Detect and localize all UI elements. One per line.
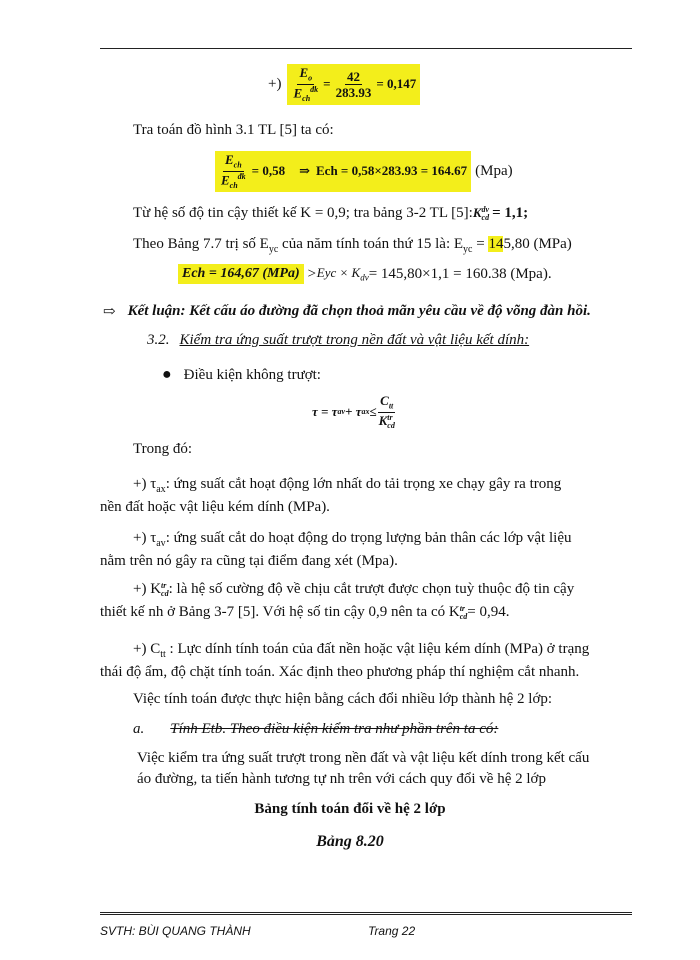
he-so-text: Từ hệ số độ tin cậy thiết kế K = 0,9; tra bảng 3-2 TL [5]: [133, 205, 473, 221]
eq1-highlight: $\frac{E_o}{E_{ch}^{đk}}$ = $\frac{42}{283.93}$ = 0,147 [287, 64, 420, 105]
text-bang-77: Theo Bảng 7.7 trị số $E_{yc}$ của năm tính toán thứ 15 là: $E_{yc} = 145,80$ (MPa) [133, 236, 572, 255]
section-3-2 [147, 332, 529, 349]
eq1-value-fraction: $\frac{42}{283.93}$ [335, 68, 372, 100]
section-number: 3.2. [147, 332, 170, 348]
eq2-unit: (Mpa) [475, 162, 513, 179]
eq1-lhs-fraction: $\frac{E_o}{E_{ch}^{đk}}$ [293, 65, 319, 103]
trong-do: Trong đó: [133, 441, 193, 457]
eq3-rest: = 145,80×1,1 = 160.38 (Mpa). [368, 265, 552, 282]
table-number: Bảng 8.20 [316, 833, 384, 850]
bullet-icon: ● [162, 366, 172, 383]
ket-luan [103, 302, 591, 321]
eq3-mid: Eyc × $K_{dv}$ [316, 265, 369, 283]
sub-section-a [133, 721, 498, 738]
ket-luan-text: Kết luận: Kết cấu áo đường đã chọn thoả mãn yêu cầu về độ võng đàn hồi. [127, 303, 591, 319]
sub-a-label: a. [133, 721, 145, 737]
eq2-highlight [215, 151, 471, 192]
eq2-arrow: ⇒ [299, 163, 310, 179]
he-so-k: K dv cd [472, 205, 490, 223]
footer-page: Trang 22 [368, 924, 416, 938]
bullet-text: Điều kiện không trượt: [183, 366, 321, 383]
header-rule [100, 48, 632, 49]
sub-a-text: Tính Etb. Theo điều kiện kiểm tra như phần trên ta có: [170, 721, 499, 737]
eq1-result: = 0,147 [376, 76, 417, 92]
item-c-tt: +) $C_{tt}$ : Lực dính tính toán của đất nền hoặc vật liệu kém dính (MPa) ở trạng thái độ ẩm, độ chặt tính toán. Xác định theo phương pháp thí nghiệm cắt nhanh. [100, 641, 590, 680]
viec-tinh-toan: Việc tính toán được thực hiện bằng cách đổi nhiều lớp thành hệ 2 lớp: [133, 691, 553, 707]
footer-rule [100, 912, 632, 915]
equation-ech [215, 151, 513, 192]
text-tra-toan: Tra toán đồ hình 3.1 TL [5] ta có: [133, 122, 334, 138]
footer-author: SVTH: BÙI QUANG THÀNH [100, 924, 251, 938]
eq4-fraction: $C_{tt}$ K tr cd [378, 393, 395, 430]
arrow-icon: ⇨ [103, 304, 116, 320]
paragraph-line-1: Việc kiểm tra ứng suất trượt trong nền đất và vật liệu kết dính trong kết cấu [137, 750, 590, 766]
table-title: Bảng tính toán đổi về hệ 2 lớp [254, 801, 446, 817]
paragraph-line-2: áo đường, ta tiến hành tương tự nh trên với cách quy đổi về hệ 2 lớp [137, 771, 546, 787]
item-k-cd: +) K tr cd : là hệ số cường độ về chịu cắt trượt được chọn tuỳ thuộc độ tin cậy thiết kế nh ở Bảng 3-7 [5]. Với hệ số tin cậy 0,9 nên ta có K tr cd = 0,94. [100, 580, 575, 621]
item-tau-av: +) $\tau_{av}$: ứng suất cắt do hoạt động do trọng lượng bản thân các lớp vật liệu nằm trên nó gây ra cũng tại điểm đang xét (Mpa). [100, 530, 572, 569]
section-title: Kiểm tra ứng suất trượt trong nền đất và vật liệu kết dính: [179, 332, 530, 348]
paragraph-kiem-tra [137, 750, 647, 788]
eq3-gt: > [306, 265, 317, 282]
equation-shear: τ = τ av + τ ax ≤ $C_{tt}$ K tr cd [312, 393, 395, 430]
he-so-value: = 1,1; [492, 205, 529, 221]
eq2-part2: Ech = 0,58×283.93 = 164.67 [316, 163, 468, 179]
text-he-so [133, 205, 528, 222]
bullet-dieu-kien [162, 366, 321, 384]
equation-ech-compare [178, 264, 552, 284]
eq2-lhs-fraction: $\frac{E_{ch}}{E_{ch}^{đk}}$ [221, 152, 246, 190]
eq1-prefix: +) [268, 75, 282, 92]
equation-eo-ratio [268, 64, 420, 105]
item-tau-ax: +) $\tau_{ax}$: ứng suất cắt hoạt động lớn nhất do tải trọng xe chạy gây ra trong nền đất hoặc vật liệu kém dính (MPa). [100, 476, 562, 515]
eq2-part1: = 0,58 [251, 163, 286, 179]
eq3-highlight: Ech = 164,67 (MPa) [178, 264, 304, 284]
